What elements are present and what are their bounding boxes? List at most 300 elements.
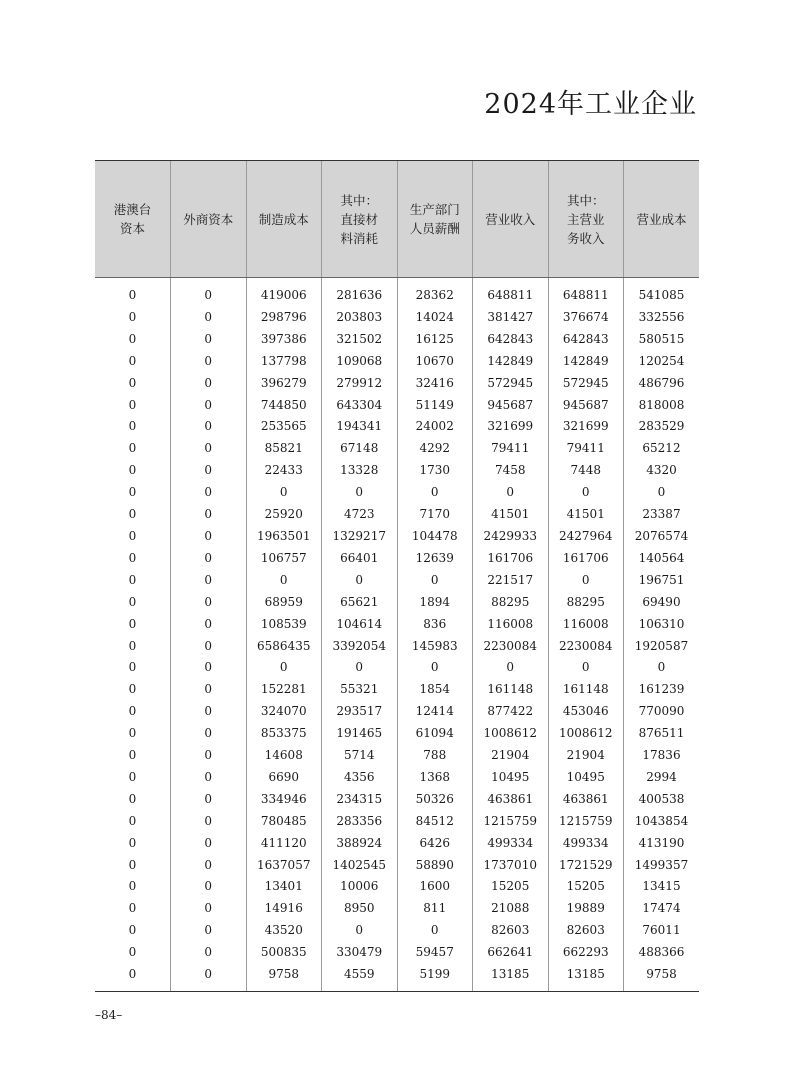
table-cell: 0 [171,460,247,482]
table-cell: 0 [171,438,247,460]
table-cell: 142849 [473,351,549,373]
table-cell: 1963501 [246,526,322,548]
table-cell: 0 [171,592,247,614]
table-cell: 0 [128,748,137,763]
table-cell: 50326 [397,789,473,811]
table-cell: 818008 [624,395,700,417]
table-cell: 1008612 [473,723,549,745]
table-cell: 2230084 [473,636,549,658]
table-cell: 7170 [397,504,473,526]
table-cell: 0 [128,485,137,500]
table-row [95,438,699,460]
table-bottom-rule [95,991,699,992]
column-header [548,161,624,278]
table-cell: 4559 [322,964,398,986]
column-header-line: 制造成本 [258,211,309,227]
table-cell: 0 [171,636,247,658]
table-cell: 82603 [473,920,549,942]
table-cell: 2230084 [548,636,624,658]
table-row [95,307,699,329]
table-cell: 332556 [624,307,700,329]
table-cell: 572945 [473,373,549,395]
table-cell: 486796 [624,373,700,395]
table-cell: 648811 [548,285,624,307]
table-cell: 413190 [624,833,700,855]
table-cell: 9758 [246,964,322,986]
table-cell: 191465 [322,723,398,745]
table-row [95,548,699,570]
table-row [95,942,699,964]
table-cell: 82603 [548,920,624,942]
table-cell: 69490 [624,592,700,614]
table-cell: 161239 [624,679,700,701]
table-cell: 6586435 [246,636,322,658]
table-cell: 0 [128,901,137,916]
table-cell: 84512 [397,811,473,833]
table-cell: 0 [128,528,137,543]
table-cell: 28362 [397,285,473,307]
table-cell: 853375 [246,723,322,745]
table-cell: 0 [128,704,137,719]
column-header-line: 资本 [119,221,145,236]
table-cell: 0 [171,504,247,526]
table-cell: 643304 [322,395,398,417]
table-cell: 0 [128,309,137,324]
table-row [95,614,699,636]
table-cell: 0 [128,857,137,872]
table-cell: 1730 [397,460,473,482]
table-row [95,876,699,898]
table-cell: 662293 [548,942,624,964]
table-cell: 0 [171,701,247,723]
table-cell: 463861 [473,789,549,811]
table-cell: 0 [624,657,700,679]
table-row [95,789,699,811]
table-cell: 662641 [473,942,549,964]
table-cell: 0 [246,482,322,504]
table-cell: 3392054 [322,636,398,658]
table-row [95,526,699,548]
table-cell: 15205 [548,876,624,898]
table-cell: 0 [171,942,247,964]
table-cell: 104478 [397,526,473,548]
spacer-cell [624,278,700,286]
table-cell: 137798 [246,351,322,373]
table-body [95,278,699,992]
table-cell: 0 [128,945,137,960]
table-header-row [95,161,699,278]
spacer-row [95,278,699,286]
table-cell: 55321 [322,679,398,701]
table-cell: 65621 [322,592,398,614]
table-cell: 744850 [246,395,322,417]
table-cell: 0 [397,482,473,504]
table-cell: 1737010 [473,855,549,877]
column-header-line: 其中： [566,192,605,208]
table-cell: 0 [171,876,247,898]
spacer-cell [171,278,247,286]
table-cell: 293517 [322,701,398,723]
table-cell: 2427964 [548,526,624,548]
column-header-line: 其中： [340,192,378,208]
table-cell: 79411 [473,438,549,460]
table-cell: 0 [322,657,398,679]
spacer-cell [473,278,549,286]
table-cell: 0 [171,351,247,373]
table-cell: 1894 [397,592,473,614]
table-cell: 324070 [246,701,322,723]
table-cell: 140564 [624,548,700,570]
table-row [95,701,699,723]
page-title: 2024年工业企业 [484,89,697,120]
table-cell: 397386 [246,329,322,351]
table-cell: 120254 [624,351,700,373]
column-header [624,161,700,278]
table-row [95,855,699,877]
column-header-line: 营业成本 [636,211,687,227]
table-cell: 283529 [624,416,700,438]
table-row [95,920,699,942]
column-header-line: 生产部门 [409,202,460,217]
spacer-cell [246,278,322,286]
table-cell: 1600 [397,876,473,898]
table-cell: 0 [128,463,137,478]
table-cell: 0 [128,682,137,697]
table-cell: 500835 [246,942,322,964]
table-cell: 453046 [548,701,624,723]
spacer-cell [548,278,624,286]
page-number: –84– [95,1008,123,1022]
table-row [95,570,699,592]
table-cell: 6690 [246,767,322,789]
table-cell: 106757 [246,548,322,570]
table-cell: 0 [171,964,247,986]
table-cell: 59457 [397,942,473,964]
table-cell: 0 [624,482,700,504]
table-cell: 279912 [322,373,398,395]
table-cell: 411120 [246,833,322,855]
table-cell: 463861 [548,789,624,811]
table-cell: 488366 [624,942,700,964]
table-cell: 1721529 [548,855,624,877]
table-row [95,504,699,526]
table-row [95,351,699,373]
table-row [95,395,699,417]
table-cell: 1215759 [548,811,624,833]
table-cell: 0 [548,570,624,592]
table-cell: 25920 [246,504,322,526]
table-cell: 13401 [246,876,322,898]
table-cell: 2076574 [624,526,700,548]
table-cell: 0 [171,898,247,920]
table-row [95,373,699,395]
table-cell: 17474 [624,898,700,920]
table-cell: 321699 [548,416,624,438]
table-row [95,833,699,855]
table-cell: 61094 [397,723,473,745]
table-cell: 17836 [624,745,700,767]
column-header [95,161,171,278]
table-cell: 0 [128,288,137,302]
table-row [95,745,699,767]
table-row [95,329,699,351]
data-table [95,160,699,991]
table-cell: 68959 [246,592,322,614]
table-cell: 945687 [473,395,549,417]
table-cell: 0 [171,614,247,636]
table-cell: 1215759 [473,811,549,833]
table-cell: 0 [171,833,247,855]
column-header-line: 主营业 [566,211,605,227]
table-cell: 0 [322,570,398,592]
table-row [95,723,699,745]
table-cell: 10670 [397,351,473,373]
table-cell: 13185 [548,964,624,986]
table-cell: 0 [128,967,137,982]
table-cell: 0 [128,791,137,806]
table-cell: 0 [171,395,247,417]
table-cell: 23387 [624,504,700,526]
table-cell: 0 [128,572,137,587]
table-cell: 0 [171,373,247,395]
table-row [95,811,699,833]
table-cell: 116008 [548,614,624,636]
table-cell: 4292 [397,438,473,460]
table-cell: 281636 [322,285,398,307]
table-cell: 21904 [473,745,549,767]
table-cell: 580515 [624,329,700,351]
table-cell: 376674 [548,307,624,329]
table-cell: 108539 [246,614,322,636]
table-cell: 541085 [624,285,700,307]
table-cell: 0 [171,526,247,548]
table-cell: 109068 [322,351,398,373]
table-cell: 5199 [397,964,473,986]
table-cell: 780485 [246,811,322,833]
table-cell: 10495 [473,767,549,789]
table-cell: 7458 [473,460,549,482]
table-cell: 43520 [246,920,322,942]
table-cell: 334946 [246,789,322,811]
table-cell: 642843 [548,329,624,351]
table-cell: 203803 [322,307,398,329]
table-cell: 877422 [473,701,549,723]
table-cell: 65212 [624,438,700,460]
table-cell: 41501 [548,504,624,526]
table-cell: 22433 [246,460,322,482]
table-cell: 0 [246,570,322,592]
table-cell: 24002 [397,416,473,438]
table-cell: 396279 [246,373,322,395]
table-cell: 876511 [624,723,700,745]
table-row [95,460,699,482]
table-cell: 0 [397,920,473,942]
table-cell: 88295 [548,592,624,614]
table-cell: 0 [171,679,247,701]
column-header-line: 人员薪酬 [409,221,460,236]
table-cell: 21088 [473,898,549,920]
table-cell: 298796 [246,307,322,329]
table-cell: 321699 [473,416,549,438]
table-cell: 85821 [246,438,322,460]
table-row [95,636,699,658]
table-cell: 161148 [473,679,549,701]
table-cell: 142849 [548,351,624,373]
table-cell: 14916 [246,898,322,920]
table-cell: 12414 [397,701,473,723]
table-cell: 14024 [397,307,473,329]
table-cell: 13328 [322,460,398,482]
table-cell: 19889 [548,898,624,920]
column-header-line: 直接材 [340,211,378,227]
table-cell: 2429933 [473,526,549,548]
table-row [95,285,699,307]
table-cell: 0 [128,331,137,346]
table-cell: 51149 [397,395,473,417]
table-cell: 400538 [624,789,700,811]
table-row [95,657,699,679]
table-cell: 499334 [473,833,549,855]
table-cell: 0 [128,660,137,675]
table-cell: 0 [171,307,247,329]
column-header-line: 营业收入 [485,211,536,227]
table-cell: 0 [548,482,624,504]
table-cell: 0 [128,726,137,741]
table-cell: 161706 [473,548,549,570]
table-cell: 1043854 [624,811,700,833]
table-cell: 152281 [246,679,322,701]
table-cell: 0 [171,767,247,789]
table-cell: 58890 [397,855,473,877]
table-cell: 388924 [322,833,398,855]
table-cell: 0 [128,879,137,894]
table-cell: 0 [171,811,247,833]
table-cell: 67148 [322,438,398,460]
table-cell: 88295 [473,592,549,614]
table-cell: 1499357 [624,855,700,877]
column-header-line: 外商资本 [183,211,234,227]
table-cell: 16125 [397,329,473,351]
table-row [95,416,699,438]
table-cell: 32416 [397,373,473,395]
table-cell: 4356 [322,767,398,789]
spacer-cell [95,278,171,286]
table-cell: 0 [171,789,247,811]
table-cell: 0 [128,813,137,828]
table-cell: 79411 [548,438,624,460]
table-cell: 15205 [473,876,549,898]
table-cell: 161148 [548,679,624,701]
column-header-line: 港澳台 [113,202,152,217]
table-cell: 66401 [322,548,398,570]
table-cell: 0 [397,570,473,592]
table-cell: 2994 [624,767,700,789]
table-cell: 770090 [624,701,700,723]
table-cell: 161706 [548,548,624,570]
table-cell: 0 [246,657,322,679]
table-cell: 13185 [473,964,549,986]
table-cell: 1329217 [322,526,398,548]
table-cell: 0 [171,745,247,767]
table-cell: 234315 [322,789,398,811]
table-cell: 4320 [624,460,700,482]
spacer-cell [397,278,473,286]
table-cell: 5714 [322,745,398,767]
table-cell: 12639 [397,548,473,570]
table-cell: 21904 [548,745,624,767]
table-cell: 419006 [246,285,322,307]
column-header [246,161,322,278]
table-cell: 0 [128,835,137,850]
table-cell: 283356 [322,811,398,833]
table-cell: 0 [128,353,137,368]
table-cell: 0 [171,657,247,679]
table-cell: 1368 [397,767,473,789]
table-cell: 1402545 [322,855,398,877]
table-cell: 0 [128,507,137,522]
column-header [322,161,398,278]
table-cell: 104614 [322,614,398,636]
table-row [95,767,699,789]
table-cell: 221517 [473,570,549,592]
table-cell: 196751 [624,570,700,592]
table-cell: 1637057 [246,855,322,877]
table-cell: 811 [397,898,473,920]
table-cell: 0 [128,441,137,456]
table-cell: 0 [128,638,137,653]
table-cell: 0 [171,855,247,877]
table-cell: 0 [171,723,247,745]
table-cell: 788 [397,745,473,767]
table-cell: 572945 [548,373,624,395]
table-row [95,592,699,614]
table-cell: 13415 [624,876,700,898]
table-cell: 1008612 [548,723,624,745]
table-cell: 0 [473,482,549,504]
table-cell: 1854 [397,679,473,701]
table-cell: 76011 [624,920,700,942]
column-header [171,161,247,278]
table-cell: 7448 [548,460,624,482]
table-cell: 0 [171,570,247,592]
table-cell: 836 [397,614,473,636]
table-cell: 0 [322,482,398,504]
table-cell: 10495 [548,767,624,789]
table-row [95,679,699,701]
table-cell: 642843 [473,329,549,351]
table-cell: 0 [128,419,137,434]
table-cell: 0 [548,657,624,679]
table-cell: 0 [171,482,247,504]
table-cell: 381427 [473,307,549,329]
table-cell: 194341 [322,416,398,438]
table-row [95,964,699,986]
column-header [473,161,549,278]
table-cell: 145983 [397,636,473,658]
table-cell: 41501 [473,504,549,526]
table-cell: 0 [128,397,137,412]
table-cell: 0 [128,375,137,390]
table-cell: 0 [128,769,137,784]
table-cell: 0 [322,920,398,942]
table-cell: 0 [171,920,247,942]
table-cell: 253565 [246,416,322,438]
table-cell: 1920587 [624,636,700,658]
table-cell: 0 [397,657,473,679]
table-row [95,898,699,920]
table-row [95,482,699,504]
column-header-line: 务收入 [566,230,605,246]
